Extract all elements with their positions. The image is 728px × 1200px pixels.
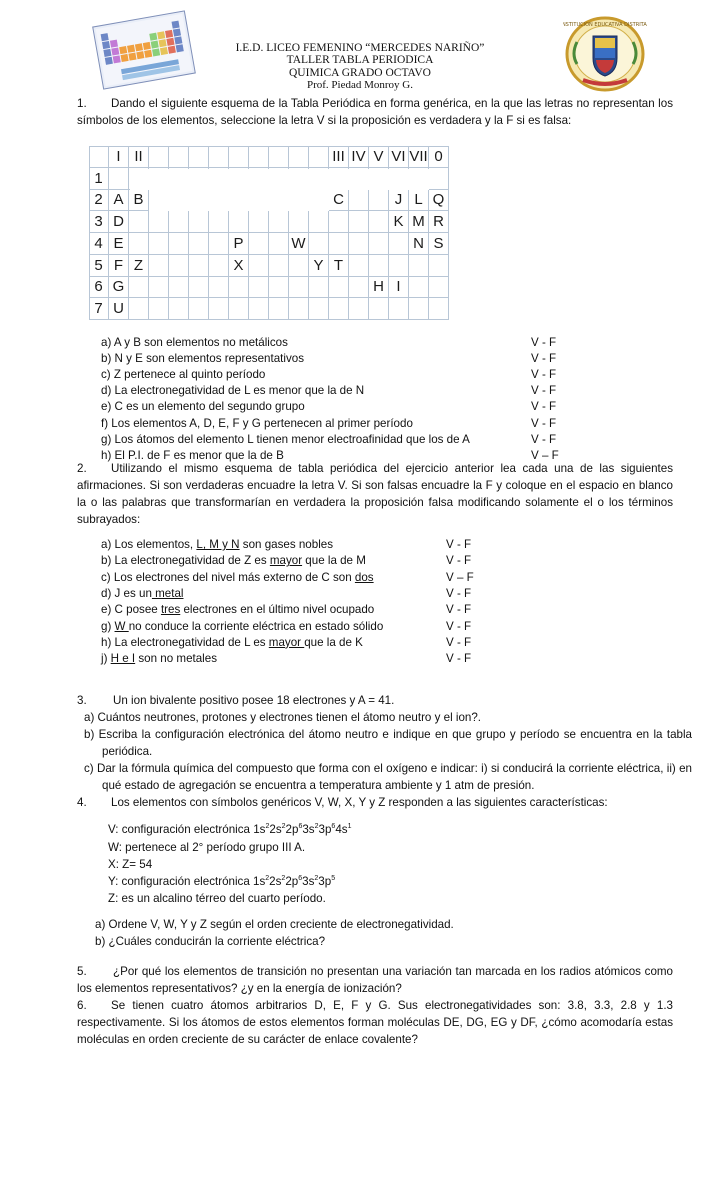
- table-cell: [149, 298, 169, 320]
- table-cell: [209, 211, 229, 233]
- table-cell: [89, 146, 109, 168]
- table-cell: [209, 255, 229, 277]
- periodic-table-scheme: [89, 146, 449, 320]
- true-false-option[interactable]: V - F: [531, 336, 557, 349]
- table-cell: [289, 211, 309, 233]
- table-cell: [189, 146, 209, 168]
- group-header: 0: [429, 146, 449, 168]
- table-cell: [429, 168, 449, 190]
- q4-v: V: configuración electrónica $1s^22s^22p^63s^23p^64s^1$: [108, 823, 352, 836]
- table-cell: [369, 298, 389, 320]
- table-cell: [129, 233, 149, 255]
- element-letter: L: [409, 190, 429, 212]
- table-cell: [429, 255, 449, 277]
- table-cell: [329, 233, 349, 255]
- element-letter: P: [229, 233, 249, 255]
- table-cell: [349, 277, 369, 299]
- table-cell: [249, 255, 269, 277]
- table-cell: [169, 233, 189, 255]
- q4-statement: 4. Los elementos con símbolos genéricos V, W, X, Y y Z responden a las siguientes características:: [77, 796, 608, 809]
- q4-x: X: Z= 54: [108, 858, 153, 871]
- element-letter: Q: [429, 190, 449, 212]
- table-cell: [109, 168, 129, 190]
- table-cell: [309, 298, 329, 320]
- element-letter: C: [329, 190, 349, 212]
- teacher-name: Prof. Piedad Monroy G.: [306, 79, 414, 91]
- table-cell: [289, 146, 309, 168]
- element-letter: T: [329, 255, 349, 277]
- school-name: I.E.D. LICEO FEMENINO “MERCEDES NARIÑO”: [235, 42, 485, 54]
- table-cell: [169, 211, 189, 233]
- true-false-option[interactable]: V - F: [446, 652, 472, 666]
- period-number: 7: [89, 298, 109, 320]
- table-cell: [189, 255, 209, 277]
- group-header: II: [129, 146, 149, 168]
- element-letter: H: [369, 277, 389, 299]
- element-letter: Y: [309, 255, 329, 277]
- q1-item: e) C es un elemento del segundo grupo: [101, 400, 305, 414]
- periodic-table-logo: [92, 10, 196, 89]
- q2-item: j) H e I son no metales: [101, 652, 218, 666]
- course-title: QUIMICA GRADO OCTAVO: [289, 67, 431, 79]
- table-cell: [409, 255, 429, 277]
- q5-statement: 5. ¿Por qué los elementos de transición no presentan una variación tan marcada en los radios atómicos como los elementos representativos? ¿y en la energía de ionización?: [77, 965, 673, 995]
- table-cell: [229, 277, 249, 299]
- q2-item: c) Los electrones del nivel más externo de C son dos: [101, 570, 374, 584]
- group-header: I: [109, 146, 129, 168]
- table-cell: [189, 298, 209, 320]
- table-cell: [289, 298, 309, 320]
- element-letter: E: [109, 233, 129, 255]
- table-cell: [149, 233, 169, 255]
- q2-item: b) La electronegatividad de Z es mayor que la de M: [101, 554, 366, 568]
- table-cell: [269, 277, 289, 299]
- period-number: 3: [89, 211, 109, 233]
- table-cell: [189, 233, 209, 255]
- school-crest-logo: [563, 14, 647, 94]
- table-cell: [249, 211, 269, 233]
- table-cell: [389, 233, 409, 255]
- element-letter: B: [129, 190, 149, 212]
- period-number: 5: [89, 255, 109, 277]
- table-cell: [349, 255, 369, 277]
- true-false-option[interactable]: V - F: [531, 368, 557, 382]
- table-cell: [349, 298, 369, 320]
- table-cell: [249, 233, 269, 255]
- table-cell: [269, 298, 289, 320]
- q4-z: Z: es un alcalino térreo del cuarto período.: [108, 892, 326, 905]
- table-cell: [329, 211, 349, 233]
- element-letter: X: [229, 255, 249, 277]
- table-cell: [169, 146, 189, 168]
- period-number: 4: [89, 233, 109, 255]
- true-false-option[interactable]: V – F: [531, 448, 559, 462]
- q4-w: W: pertenece al 2° período grupo III A.: [108, 841, 306, 854]
- element-letter: G: [109, 277, 129, 299]
- table-cell: [389, 298, 409, 320]
- table-blank-region: [130, 169, 429, 190]
- table-cell: [269, 255, 289, 277]
- workshop-title: TALLER TABLA PERIODICA: [286, 54, 434, 66]
- q1-statement: 1. Dando el siguiente esquema de la Tabla Periódica en forma genérica, en la que las letras no representan los símbolos de los elementos, seleccione la letra V si la proposición es verdadera y la F si es falsa:: [77, 97, 673, 127]
- table-cell: [329, 277, 349, 299]
- element-letter: Z: [129, 255, 149, 277]
- q2-item: g) W no conduce la corriente eléctrica en estado sólido: [101, 619, 384, 633]
- table-cell: [229, 298, 249, 320]
- period-number: 1: [89, 168, 109, 190]
- true-false-option[interactable]: V - F: [531, 352, 557, 366]
- table-cell: [369, 233, 389, 255]
- table-cell: [209, 298, 229, 320]
- table-cell: [309, 233, 329, 255]
- crest-text: INSTITUCION EDUCATIVA DISTRITAL: [563, 22, 647, 28]
- q1-item: d) La electronegatividad de L es menor que la de N: [101, 384, 365, 398]
- q3-a: a) Cuántos neutrones, protones y electrones tienen el átomo neutro y el ion?.: [84, 711, 482, 724]
- table-cell: [409, 277, 429, 299]
- group-header: V: [369, 146, 389, 168]
- table-cell: [249, 298, 269, 320]
- element-letter: U: [109, 298, 129, 320]
- table-cell: [229, 211, 249, 233]
- table-cell: [149, 146, 169, 168]
- q2-item: d) J es un metal: [101, 586, 184, 600]
- q1-item: a) A y B son elementos no metálicos: [101, 336, 288, 349]
- true-false-option[interactable]: V - F: [446, 538, 472, 551]
- table-cell: [249, 277, 269, 299]
- true-false-option[interactable]: V - F: [446, 554, 472, 568]
- true-false-option[interactable]: V - F: [446, 619, 472, 633]
- element-letter: R: [429, 211, 449, 233]
- table-cell: [209, 233, 229, 255]
- table-cell: [409, 298, 429, 320]
- table-cell: [129, 277, 149, 299]
- table-cell: [189, 277, 209, 299]
- table-cell: [169, 277, 189, 299]
- q1-item: c) Z pertenece al quinto período: [101, 368, 266, 382]
- element-letter: W: [289, 233, 309, 255]
- q2-item: h) La electronegatividad de L es mayor que la de K: [101, 635, 363, 649]
- table-cell: [149, 255, 169, 277]
- table-cell: [329, 298, 349, 320]
- table-cell: [289, 277, 309, 299]
- q3-c: c) Dar la fórmula química del compuesto que forma con el oxígeno e indicar: i) si conducirá la corriente eléctrica, ii) en qué estado de agregación se encuentra a temperatura ambiente y 1 atm de presión.: [84, 762, 692, 792]
- table-cell: [429, 298, 449, 320]
- period-number: 2: [89, 190, 109, 212]
- table-cell: [169, 298, 189, 320]
- table-cell: [369, 211, 389, 233]
- group-header: VI: [389, 146, 409, 168]
- table-cell: [209, 146, 229, 168]
- table-cell: [149, 211, 169, 233]
- true-false-option[interactable]: V - F: [531, 400, 557, 414]
- q2-item: e) C posee tres electrones en el último nivel ocupado: [101, 603, 375, 617]
- element-letter: M: [409, 211, 429, 233]
- q4-y: Y: configuración electrónica $1s^22s^22p^63s^23p^5$: [108, 875, 336, 888]
- table-cell: [269, 146, 289, 168]
- element-letter: D: [109, 211, 129, 233]
- table-cell: [249, 146, 269, 168]
- element-letter: N: [409, 233, 429, 255]
- q4-a: a) Ordene V, W, Y y Z según el orden creciente de electronegatividad.: [95, 918, 454, 931]
- group-header: III: [329, 146, 349, 168]
- table-cell: [189, 211, 209, 233]
- table-cell: [149, 277, 169, 299]
- element-letter: F: [109, 255, 129, 277]
- table-cell: [129, 211, 149, 233]
- table-cell: [349, 233, 369, 255]
- q3-statement: 3. Un ion bivalente positivo posee 18 electrones y A = 41.: [77, 694, 395, 707]
- q3-b: b) Escriba la configuración electrónica del átomo neutro e indique en que grupo y período se encuentra en la tabla periódica.: [84, 728, 692, 758]
- table-cell: [209, 277, 229, 299]
- element-letter: A: [109, 190, 129, 212]
- table-cell: [309, 146, 329, 168]
- element-letter: S: [429, 233, 449, 255]
- q2-item: a) Los elementos, L, M y N son gases nobles: [101, 538, 334, 551]
- q1-item: f) Los elementos A, D, E, F y G pertenecen al primer período: [101, 416, 413, 430]
- table-cell: [369, 190, 389, 212]
- q1-item: b) N y E son elementos representativos: [101, 352, 304, 366]
- true-false-option[interactable]: V - F: [446, 586, 472, 600]
- table-cell: [289, 255, 309, 277]
- true-false-option[interactable]: V - F: [531, 416, 557, 430]
- table-cell: [309, 277, 329, 299]
- group-header: IV: [349, 146, 369, 168]
- true-false-option[interactable]: V - F: [446, 635, 472, 649]
- element-letter: I: [389, 277, 409, 299]
- true-false-option[interactable]: V - F: [531, 384, 557, 398]
- element-letter: J: [389, 190, 409, 212]
- group-header: VII: [409, 146, 429, 168]
- element-letter: K: [389, 211, 409, 233]
- table-cell: [369, 255, 389, 277]
- table-cell: [269, 211, 289, 233]
- table-cell: [429, 277, 449, 299]
- table-cell: [229, 146, 249, 168]
- table-cell: [169, 255, 189, 277]
- table-cell: [389, 255, 409, 277]
- q1-item: h) El P.I. de F es menor que la de B: [101, 448, 284, 462]
- table-cell: [129, 298, 149, 320]
- table-cell: [309, 211, 329, 233]
- q4-b: b) ¿Cuáles conducirán la corriente eléctrica?: [95, 935, 326, 948]
- true-false-option[interactable]: V – F: [446, 570, 474, 584]
- table-cell: [349, 190, 369, 212]
- period-number: 6: [89, 277, 109, 299]
- true-false-option[interactable]: V - F: [446, 603, 472, 617]
- q2-statement: 2. Utilizando el mismo esquema de tabla periódica del ejercicio anterior lea cada una de las siguientes afirmaciones. Si son verdaderas encuadre la letra V. Si son falsas encuadre la F y coloque en el espacio en blanco la o las palabras que transformarían en verdadera la proposición falsa modificando solamente el o los términos subrayados:: [77, 462, 673, 526]
- q6-statement: 6. Se tienen cuatro átomos arbitrarios D, E, F y G. Sus electronegatividades son: 3.8, 3.3, 2.8 y 1.3 respectivamente. Si los átomos de estos elementos forman moléculas DE, DG, EG y DF, ¿cómo acomodaría estas moléculas en orden creciente de su carácter de enlace covalente?: [77, 999, 673, 1046]
- q1-item: g) Los átomos del elemento L tienen menor electroafinidad que los de A: [101, 432, 470, 446]
- table-cell: [349, 211, 369, 233]
- true-false-option[interactable]: V - F: [531, 432, 557, 446]
- table-cell: [269, 233, 289, 255]
